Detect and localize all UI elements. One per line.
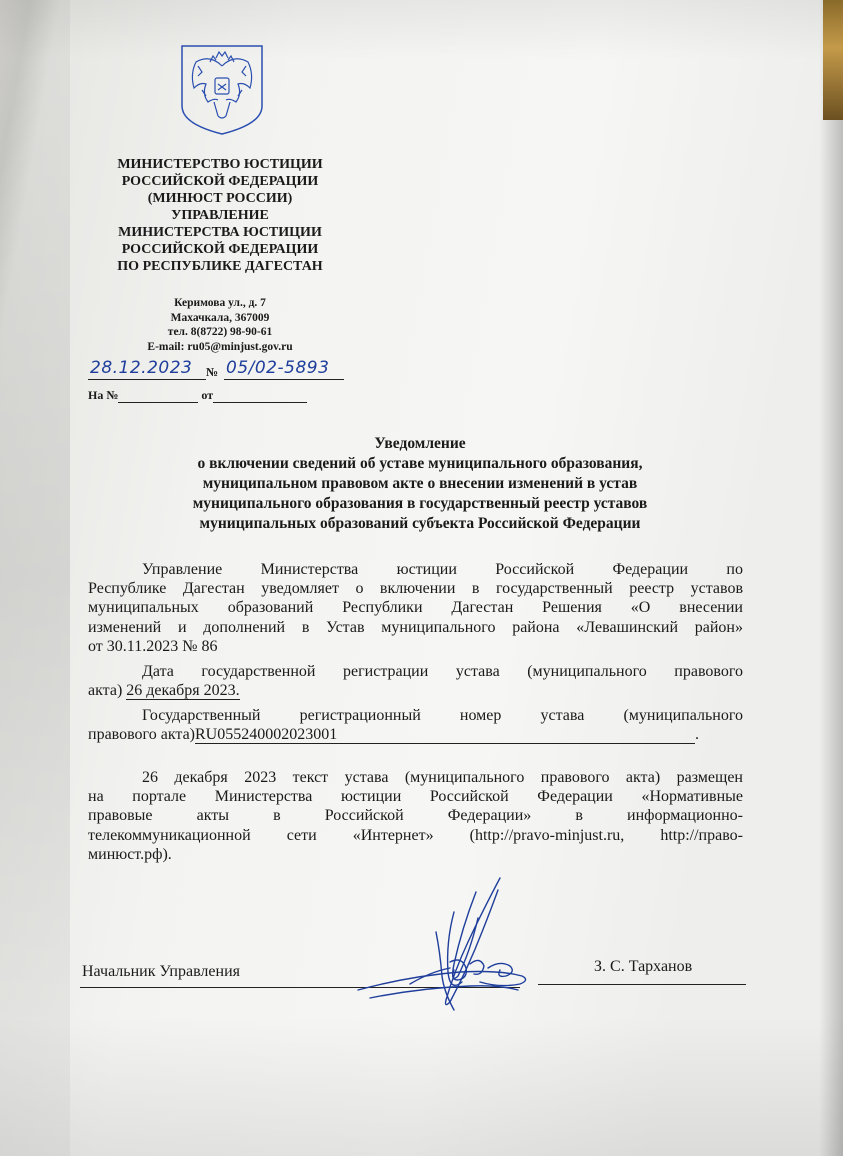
address-email: E-mail: ru05@minjust.gov.ru [147,340,293,353]
handwritten-number: 05/02-5893 [226,358,330,378]
number-sign: № [206,365,219,379]
notice-title: Уведомление [374,435,466,452]
coat-of-arms-icon [180,44,264,136]
body-line: муниципальных образований Республики Дагестан Решения «О внесении [88,599,743,617]
address-street: Керимова ул., д. 7 [174,297,266,309]
registration-number: RU055240002023001 [195,727,695,744]
body-paragraph-2 [88,662,743,700]
org-line: МИНИСТЕРСТВА ЮСТИЦИИ [118,225,322,240]
org-line: РОССИЙСКОЙ ФЕДЕРАЦИИ [121,242,319,257]
body-line [88,725,743,744]
registration-date: 26 декабря 2023. [126,682,240,700]
reference-blank [118,390,198,403]
notice-subtitle-line: муниципального образования в государственный реестр уставов [192,495,648,512]
reference-date-blank [213,390,307,403]
body-line: минюст.рф). [88,845,172,863]
address-city: Махачкала, 367009 [170,311,270,324]
signatory-position: Начальник Управления [82,963,240,980]
organization-header [60,156,380,275]
page-edge-shadow [819,0,843,1156]
body-paragraph-1 [88,560,743,656]
registration-number-prefix: правового акта) [88,726,195,744]
registration-number-end: . [695,726,699,744]
body-line: Управление Министерства юстиции Российской Федерации по [142,561,743,578]
reference-line [88,388,307,403]
body-paragraph-4 [88,768,743,864]
body-line: 26 декабря 2023 текст устава (муниципального правового акта) размещен [142,769,743,786]
body-line: Республике Дагестан уведомляет о включении в государственный реестр уставов [88,580,743,598]
org-line: МИНИСТЕРСТВО ЮСТИЦИИ [117,157,323,172]
signature-line-right [538,984,746,985]
body-line: от 30.11.2023 № 86 [88,637,218,655]
org-line: (МИНЮСТ РОССИИ) [147,191,293,206]
registration-date-prefix: акта) [88,682,127,700]
body-line: телекоммуникационной сети «Интернет» (http://pravo-minjust.ru, http://право- [88,826,743,844]
notice-subtitle-line: муниципальных образований субъекта Российской Федерации [199,515,641,532]
bottom-shadow [0,1016,843,1156]
organization-address [60,296,380,354]
org-line: РОССИЙСКОЙ ФЕДЕРАЦИИ [121,174,319,189]
number-underline [224,379,344,380]
notice-subtitle-line: о включении сведений об уставе муниципального образования, [197,455,643,472]
reference-label: На № [88,388,119,402]
desk-edge [823,0,843,120]
body-paragraph-3 [88,706,743,744]
outgoing-registration [88,352,348,382]
notice-heading [120,434,720,534]
top-shadow [0,0,843,60]
notice-subtitle-line: муниципальном правовом акте о внесении изменений в устав [202,475,638,492]
body-line [88,681,743,700]
body-line: Государственный регистрационный номер устава (муниципального [142,707,743,724]
handwritten-signature-icon [350,872,540,1022]
signatory-name: З. С. Тарханов [594,958,693,975]
org-line: УПРАВЛЕНИЕ [171,208,269,223]
body-line: изменений и дополнений в Устав муниципального района «Левашинский район» [88,618,743,636]
body-line: на портале Министерства юстиции Российской Федерации «Нормативные [88,788,743,806]
body-line: Дата государственной регистрации устава (муниципального правового [142,663,743,680]
reference-from-label: от [201,388,214,402]
body-line: правовые акты в Российской Федерации» в информационно- [88,807,743,825]
org-line: ПО РЕСПУБЛИКЕ ДАГЕСТАН [117,259,323,274]
date-underline [88,379,206,380]
address-phone: тел. 8(8722) 98-90-61 [167,326,273,338]
handwritten-date: 28.12.2023 [90,358,193,378]
